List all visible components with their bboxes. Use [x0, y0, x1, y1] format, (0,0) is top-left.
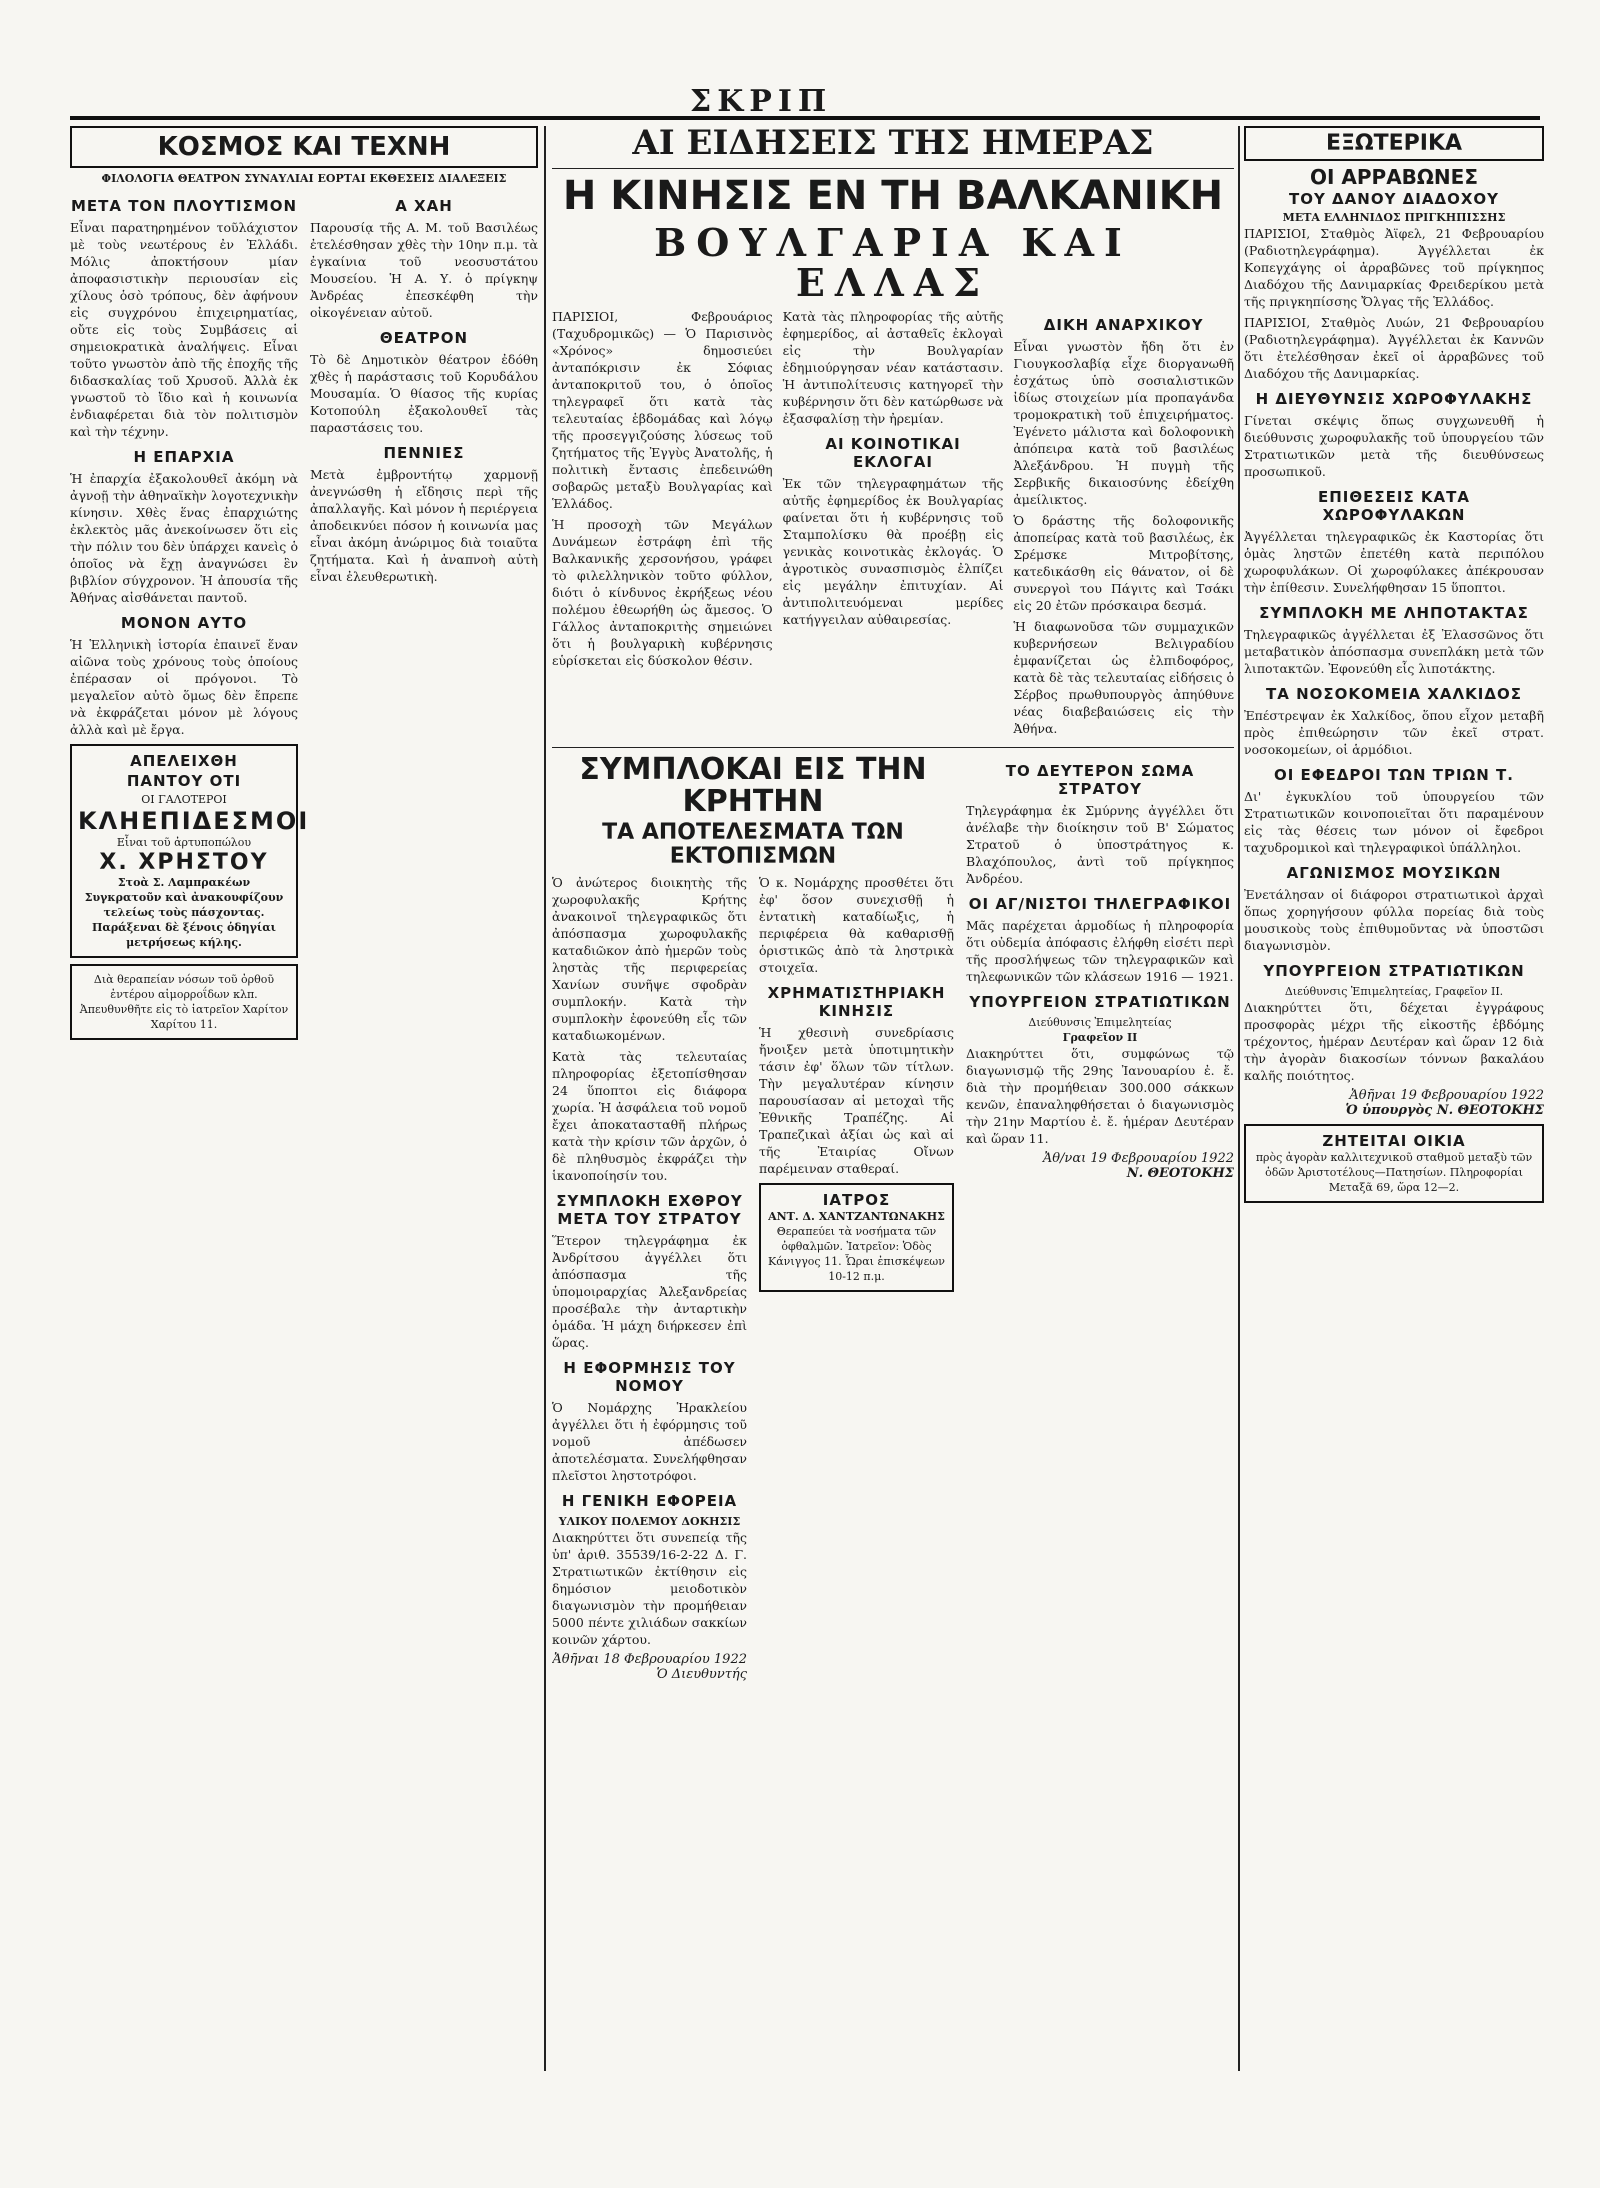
- subcolumn-1: [552, 308, 773, 741]
- right-subcolumn: [310, 189, 538, 1040]
- three-column-area: [552, 308, 1234, 741]
- article-text: Ὁ Νομάρχης Ἡρακλείου ἀγγέλλει ὅτι ἡ ἐφόρμησις τοῦ νομοῦ ἀπέδωσεν ἀποτελέσματα. Συνελήφθησαν πλεῖστοι ληστοτρόφοι.: [552, 1399, 747, 1483]
- article-text: Τηλεγράφημα ἐκ Σμύρνης ἀγγέλλει ὅτι ἀνέλαβε τὴν διοίκησιν τοῦ Β' Σώματος Στρατοῦ ὁ ὑποστράτηγος κ. Βλαχόπουλος, ἀντὶ τοῦ πρίγκηπος Ἀνδρέου.: [966, 803, 1234, 887]
- column-rule: [1238, 126, 1240, 2071]
- crete-article: [552, 754, 954, 1681]
- notice-title: ΥΠΟΥΡΓΕΙΟΝ ΣΤΡΑΤΙΩΤΙΚΩΝ: [1263, 962, 1525, 981]
- article-text: Τηλεγραφικῶς ἀγγέλλεται ἐξ Ἐλασσῶνος ὅτι μεταβατικὸν ἀπόσπασμα συνεπλάκη μετὰ τῶν λιποτακτῶν. Ἐφονεύθη εἷς λιποτάκτης.: [1244, 627, 1544, 677]
- article-headline: ΟΙ ΑΡΡΑΒΩΝΕΣ: [1310, 165, 1478, 190]
- newspaper-name: ΣΚΡΙΠ: [690, 84, 833, 119]
- ad-subline: Εἶναι τοῦ ἀρτυποπώλου: [116, 836, 252, 849]
- column-foreign-news: [1244, 126, 1544, 1203]
- article-text: Κατὰ τὰς πληροφορίας τῆς αὐτῆς ἐφημερίδος, αἱ ἀσταθεῖς ἐκλογαὶ εἰς τὴν Βουλγαρίαν ἐδημιούργησαν νέαν κατάστασιν. Ἡ ἀντιπολίτευσις κατηγορεῖ τὴν κυβέρνησιν ὅτι δὲν κατώρθωσε νὰ ἐξασφαλίσῃ τὴν ἠρεμίαν.: [782, 309, 1004, 427]
- two-column-area: [70, 189, 538, 1040]
- section-title-box: ΚΟΣΜΟΣ ΚΑΙ ΤΕΧΝΗ: [70, 126, 538, 168]
- ad-text: Διὰ θεραπείαν νόσων τοῦ ὀρθοῦ ἐντέρου αἱμορροΐδων κλπ. Ἀπευθυνθῆτε εἰς τὸ ἰατρεῖον Χαρίτον Χαρίτου 11.: [79, 973, 289, 1031]
- article-title: ΑΓΩΝΙΣΜΟΣ ΜΟΥΣΙΚΩΝ: [1286, 864, 1502, 883]
- section-title: ΑΙ ΕΙΔΗΣΕΙΣ ΤΗΣ ΗΜΕΡΑΣ: [632, 126, 1154, 163]
- ad-product: ΚΛΗΕΠΙΔΕΣΜΟΙ: [78, 807, 310, 835]
- subcolumn-3: [1013, 308, 1234, 741]
- article-title: ΤΑ ΝΟΣΟΚΟΜΕΙΑ ΧΑΛΚΙΔΟΣ: [1266, 685, 1522, 704]
- main-headline: Η ΚΙΝΗΣΙΣ ΕΝ ΤΗ ΒΑΛΚΑΝΙΚΗ: [562, 172, 1224, 219]
- subcolumn-2: [783, 308, 1004, 741]
- notice-subtitle: Διεύθυνσις Ἐπιμελητείας: [1028, 1016, 1172, 1030]
- ad-merchant: Χ. ΧΡΗΣΤΟΥ: [99, 850, 269, 875]
- article-text: Ἐνετάλησαν οἱ διάφοροι στρατιωτικοὶ ἀρχαὶ ὅπως χορηγήσουν φύλλα πορείας διὰ τοὺς μουσικοὺς τοὺς ἐπιθυμοῦντας νὰ ὑποστῶσι διαγωνισμὸν.: [1244, 887, 1544, 954]
- column-news-of-the-day: [552, 126, 1234, 1682]
- notice-subtitle: Διεύθυνσις Ἐπιμελητείας, Γραφεῖον ΙΙ.: [1284, 985, 1504, 999]
- article-text: Ὁ ἀνώτερος διοικητὴς τῆς χωροφυλακῆς Κρήτης ἀνακοινοῖ τηλεγραφικῶς ὅτι ἀπόσπασμα χωροφυλακῆς καταδιῶκον ἀπὸ ἡμερῶν τοὺς ληστὰς τῆς περιφερείας Χανίων συνῆψε σφοδρὰν συμπλοκήν. Κατὰ τὴν συμπλοκὴν ἐφονεύθη εἷς τῶν καταδιωκομένων.: [552, 874, 747, 1043]
- article-title: Η ΕΠΑΡΧΙΑ: [133, 448, 235, 466]
- notice-signature: Ν. ΘΕΟΤΟΚΗΣ: [1126, 1166, 1234, 1182]
- divider: [552, 747, 1234, 748]
- notice-title: ΥΠΟΥΡΓΕΙΟΝ ΣΤΡΑΤΙΩΤΙΚΩΝ: [969, 993, 1231, 1012]
- article-text: Ὁ δράστης τῆς δολοφονικῆς ἀποπείρας κατὰ τοῦ βασιλέως, ἐκ Σρέμσκε Μιτροβίτσης, κατεδικάσθη εἰς θάνατον, οἱ δὲ συνεργοὶ του Πάγιτς καὶ Τσάκι εἰς 20 ἐτῶν πρόσκαιρα δεσμά.: [1013, 513, 1234, 614]
- notice-date: Ἀθ/ναι 19 Φεβρουαρίου 1922: [1042, 1151, 1234, 1167]
- article-title: ΕΠΙΘΕΣΕΙΣ ΚΑΤΑ ΧΩΡΟΦΥΛΑΚΩΝ: [1318, 488, 1470, 525]
- notice-text: Διακηρύττει ὅτι, συμφώνως τῷ διαγωνισμῷ τῆς 29ης Ἰανουαρίου ἐ. ἔ. διὰ τὴν προμήθειαν 300.000 σάκκων κενῶν, ἐπαναληφθήσεται ὁ διαγωνισμὸς τὴν 21ην Μαρτίου ἐ. ἔ. ἡμέραν Δευτέραν καὶ ὥραν 11.: [966, 1046, 1234, 1147]
- ad-heading: ΑΠΕΛΕΙΧΘΗ: [130, 752, 238, 770]
- ad-line: ΠΑΝΤΟΥ ΟΤΙ: [126, 772, 242, 790]
- article-text: Ἡ Ἑλληνικὴ ἱστορία ἐπαινεῖ ἕναν αἰῶνα τοὺς χρόνους τοὺς ὁποίους ἐπέρασαν οἱ πρόγονοι. Τὸ μεγαλεῖον αὐτὸ ὅμως δὲν ἔπρεπε νὰ ἐκφράζεται μόνον μὲ λόγους ἀλλὰ καὶ μὲ ἔργα.: [70, 637, 298, 737]
- advertisement-doctor: [759, 1183, 954, 1292]
- ad-heading: ΖΗΤΕΙΤΑΙ ΟΙΚΙΑ: [1322, 1132, 1466, 1151]
- divider: [552, 168, 1234, 169]
- section-title-box: ΕΞΩΤΕΡΙΚΑ: [1244, 126, 1544, 161]
- article-title: Α ΧΑΗ: [395, 197, 453, 215]
- article-title: ΧΡΗΜΑΤΙΣΤΗΡΙΑΚΗ ΚΙΝΗΣΙΣ: [767, 983, 946, 1020]
- article-text: ΠΑΡΙΣΙΟΙ, Σταθμὸς Λυών, 21 Φεβρουαρίου (Ραδιοτηλεγράφημα). Ἀγγέλλεται ἐκ Καννῶν ὅτι ἐτελέσθησαν ἐκεῖ οἱ ἀρραβῶνες τοῦ Διαδόχου τῆς Δανιμαρκίας.: [1244, 315, 1544, 382]
- notice-signature: Ὁ ὑπουργὸς Ν. ΘΕΟΤΟΚΗΣ: [1345, 1103, 1544, 1119]
- article-text: Δι' ἐγκυκλίου τοῦ ὑπουργείου τῶν Στρατιωτικῶν κοινοποιεῖται ὅτι παραμένουν εἰς τὰς θέσεις των μόνον οἱ ἔφεδροι ταχυδρομικοὶ καὶ τηλεγραφικοὶ ὑπάλληλοι.: [1244, 789, 1544, 856]
- article-text: ΠΑΡΙΣΙΟΙ, Σταθμὸς Ἀϊφελ, 21 Φεβρουαρίου (Ραδιοτηλεγράφημα). Ἀγγέλλεται ἐκ Κοπεγχάγης οἱ ἀρραβῶνες τοῦ πρίγκηπος Διαδόχου τῆς Δανιμαρκίας Φρειδερίκου μετὰ τῆς πριγκηπίσσης Ὄλγας τῆς Ἑλλάδος.: [1244, 226, 1544, 310]
- article-title: ΟΙ ΑΓ/ΝΙΣΤΟΙ ΤΗΛΕΓΡΑΦΙΚΟΙ: [968, 895, 1232, 914]
- article-text: Ἡ διαφωνοῦσα τῶν συμμαχικῶν κυβερνήσεων Βελιγραδίου ἐμφανίζεται ὡς ἐλπιδοφόρος, κατὰ δὲ τὰς τελευταίας εἰδήσεις ὁ Σέρβος πρωθυπουργὸς ἀπηύθυνε νέας διαβεβαιώσεις εἰς τὴν Ἀθήνα.: [1013, 619, 1234, 737]
- article-text: Ἡ ἐπαρχία ἐξακολουθεῖ ἀκόμη νὰ ἀγνοῇ τὴν ἀθηναϊκὴν λογοτεχνικὴν κίνησιν. Χθὲς ἕνας ἐπαρχιώτης ἐκλεκτὸς μᾶς ἀνεκοίνωσεν ὅτι εἰς τὴν πόλιν του δὲν ὑπάρχει κανεὶς ὁ ὁποῖος νὰ ἔχῃ ἀναγνώσει ἓν βιβλίον σύγχρονον. Ἡ ἀπουσία τῆς Ἀθήνας αἰσθάνεται παντοῦ.: [70, 471, 298, 605]
- advertisement-hernia: [70, 744, 310, 958]
- article-title: Η ΕΦΟΡΜΗΣΙΣ ΤΟΥ ΝΟΜΟΥ: [563, 1358, 736, 1395]
- article-title: ΣΥΜΠΛΟΚΗ ΜΕ ΛΗΠΟΤΑΚΤΑΣ: [1259, 604, 1529, 623]
- article-text: Εἶναι γνωστὸν ἤδη ὅτι ἐν Γιουγκοσλαβίᾳ εἶχε διοργανωθῆ ἐσχάτως ὑπὸ σοσιαλιστικῶν ἰδίως στοιχείων μία προπαγάνδα τρομοκρατικὴ τοῦ ἐπιχειρήματος. Ἐγένετο μάλιστα καὶ δολοφονικὴ ἀπόπειρα κατὰ τοῦ βασιλέως Ἀλεξάνδρου. Ἡ πυγμὴ τῆς Σερβικῆς δικαιοσύνης ἐδείχθη ἀμείλικτος.: [1013, 339, 1234, 508]
- article-title: ΤΟ ΔΕΥΤΕΡΟΝ ΣΩΜΑ ΣΤΡΑΤΟΥ: [1005, 762, 1195, 799]
- article-title: ΑΙ ΚΟΙΝΟΤΙΚΑΙ ΕΚΛΟΓΑΙ: [825, 435, 961, 472]
- column-rule: [544, 126, 546, 2071]
- article-title: Η ΔΙΕΥΘΥΝΣΙΣ ΧΩΡΟΦΥΛΑΚΗΣ: [1255, 390, 1533, 409]
- article-subheadline: ΤΟΥ ΔΑΝΟΥ ΔΙΑΔΟΧΟΥ: [1288, 190, 1499, 209]
- section-subtitle: ΦΙΛΟΛΟΓΙΑ ΘΕΑΤΡΟΝ ΣΥΝΑΥΛΙΑΙ ΕΟΡΤΑΙ ΕΚΘΕΣΕΙΣ ΔΙΑΛΕΞΕΙΣ: [101, 172, 507, 185]
- notice-subtitle: Γραφεῖον II: [1062, 1031, 1138, 1045]
- left-subcolumn: [70, 189, 310, 1040]
- crete-left: [552, 874, 747, 1682]
- article-subheadline: ΤΑ ΑΠΟΤΕΛΕΣΜΑΤΑ ΤΩΝ ΕΚΤΟΠΙΣΜΩΝ: [602, 820, 904, 869]
- ad-address: Στοὰ Σ. Λαμπρακέων: [117, 876, 251, 889]
- notice-date: Ἀθῆναι 18 Φεβρουαρίου 1922: [552, 1651, 747, 1667]
- article-headline: ΣΥΜΠΛΟΚΑΙ ΕΙΣ ΤΗΝ ΚΡΗΤΗΝ: [579, 752, 927, 819]
- notice-signature: Ὁ Διευθυντής: [656, 1666, 747, 1682]
- crete-columns: [552, 874, 954, 1682]
- right-notices: [966, 754, 1234, 1681]
- advertisement-clinic: [70, 964, 298, 1040]
- notice-text: Διακηρύττει ὅτι, δέχεται ἐγγράφους προσφορὰς μέχρι τῆς εἰκοστῆς ἑβδόμης τρέχοντος, ἡμέραν Δευτέραν καὶ ὥραν 12 διὰ τὴν ἀγορὰν διακοσίων τόννων βακαλάου καλῆς ποιότητος.: [1244, 1000, 1544, 1084]
- article-text: Ὁ κ. Νομάρχης προσθέτει ὅτι ἐφ' ὅσον συνεχισθῇ ἡ ἐντατικὴ καταδίωξις, ἡ περιφέρεια θὰ καθαρισθῇ ὁριστικῶς ἀπὸ τὰ ληστρικὰ στοιχεῖα.: [759, 874, 954, 975]
- article-text: Ἡ χθεσινὴ συνεδρίασις ἤνοιξεν μετὰ ὑποτιμητικὴν τάσιν ἐφ' ὅλων τῶν τίτλων. Τὴν μεγαλυτέραν κίνησιν παρουσίασαν αἱ μετοχαὶ τῆς Ἐθνικῆς Τραπέζης. Αἱ Τραπεζικαὶ ἀξίαι ὡς καὶ αἱ τῆς Ἐταιρίας Οἴνων παρέμειναν σταθεραί.: [759, 1024, 954, 1176]
- ad-name: ΑΝΤ. Δ. ΧΑΝΤΖΑΝΤΩΝΑΚΗΣ: [768, 1209, 945, 1223]
- article-text: Διακηρύττει ὅτι συνεπείᾳ τῆς ὑπ' ἀριθ. 35539/16-2-22 Δ. Γ. Στρατιωτικῶν ἐκτίθησιν εἰς δημόσιον μειοδοτικὸν διαγωνισμὸν τὴν προμήθειαν 5000 πέντε χιλιάδων σακκίων κοινῶν χάρτου.: [552, 1529, 747, 1647]
- article-text: Εἶναι παρατηρημένον τοῦλάχιστον μὲ τοὺς νεωτέρους ἐν Ἑλλάδι. Μόλις ἀποκτήσουν μίαν ἀποφασιστικὴν περιουσίαν εἰς χίλους ὁσὸ τρόπους, δὲν ἀφήνουν εἰς συγχρόνου ἐπιχειρηματίας, οὔτε εἰς τοὺς Συμβάσεις αἱ σημειοκρατικὰ ἀναλήψεις. Εἶναι τοῦτο γνωστὸν ἀπὸ τῆς ἐποχῆς τῆς διδασκαλίας τοῦ Χρυσοῦ. Ἀλλὰ ἐκ γνωστοῦ τὸ ἴδιο καὶ ἡ κοινωνία ἐνδιαφέρεται διὰ τὸν πολιτισμὸν καὶ τὴν τέχνην.: [70, 220, 298, 439]
- article-text: Μετὰ ἐμβροντήτῳ χαρμονῇ ἀνεγνώσθη ἡ εἴδησις περὶ τῆς ἀπαλλαγῆς. Καὶ μόνον ἡ περιέργεια ἀποδεικνύει πόσον ἡ κοινωνία μας εἶναι ἀκόμη ἀνώριμος διὰ τοιαῦτα ζητήματα. Καὶ ἡ ἀναπνοὴ αὐτὴ εἶναι ἐλευθερωτικὴ.: [310, 467, 538, 584]
- lower-area: [552, 754, 1234, 1681]
- article-text: Κατὰ τὰς τελευταίας πληροφορίας ἐξετοπίσθησαν 24 ὕποπτοι εἰς διάφορα χωρία. Ἡ ἀσφάλεια τοῦ νομοῦ ἔχει ἀποκατασταθῆ πλήρως κατὰ τὴν κρίσιν τῶν ἀρχῶν, ὁ δὲ πληθυσμὸς ἐκφράζει τὴν ἱκανοποίησίν του.: [552, 1048, 747, 1183]
- article-title: ΠΕΝΝΙΕΣ: [383, 444, 465, 462]
- article-text: Ἡ προσοχὴ τῶν Μεγάλων Δυνάμεων ἐστράφη ἐπὶ τῆς Βαλκανικῆς χερσονήσου, γράφει τὸ φιλελληνικὸν τοῦτο φύλλον, διότι ὁ κίνδυνος ἐκρήξεως νέου πολέμου ἐθεωρήθη ὡς ἄμεσος. Ὁ Γάλλος ἀνταποκριτὴς σημειώνει ὅτι ἡ βουλγαρικὴ κυβέρνησις εὑρίσκεται εἰς δύσκολον θέσιν.: [552, 517, 773, 669]
- ad-text: Συγκρατοῦν καὶ ἀνακουφίζουν τελείως τοὺς πάσχοντας. Παράξεναι δὲ ξένοις ὁδηγίαι μετρήσεως κήλης.: [84, 891, 284, 949]
- article-title: ΣΥΜΠΛΟΚΗ ΕΧΘΡΟΥ ΜΕΤΑ ΤΟΥ ΣΤΡΑΤΟΥ: [556, 1191, 743, 1228]
- article-text: Ἀγγέλλεται τηλεγραφικῶς ἐκ Καστορίας ὅτι ὁμὰς ληστῶν ἐπετέθη κατὰ περιπόλου χωροφυλάκων. Οἱ χωροφύλακες ἀπέκρουσαν τὴν ἐπίθεσιν. Συνελήφθησαν 15 ὕποπτοι.: [1244, 529, 1544, 596]
- masthead: [70, 84, 1540, 120]
- article-text: Ἕτερον τηλεγράφημα ἐκ Ἀνδρίτσου ἀγγέλλει ὅτι ἀπόσπασμα τῆς ὑπομοιραρχίας Ἀλεξανδρείας προσέβαλε τὴν ἀνταρτικὴν ὁμάδα. Ἡ μάχη διήρκεσεν ἐπὶ ὥρας.: [552, 1232, 747, 1350]
- main-subheadline: ΒΟΥΛΓΑΡΙΑ ΚΑΙ ΕΛΛΑΣ: [654, 219, 1132, 305]
- advertisement-house: [1244, 1124, 1544, 1203]
- article-text: ΠΑΡΙΣΙΟΙ, Φεβρουάριος (Ταχυδρομικῶς) — Ὁ Παρισινὸς «Χρόνος» δημοσιεύει ἀνταπόκρισιν ἐκ Σόφιας ἀνταποκριτοῦ του, ὁ ὁποῖος τηλεγραφεῖ ὅτι κατὰ τὰς τελευταίας ἑβδομάδας καὶ λόγῳ τῆς προσεγγιζούσης λύσεως τοῦ ζητήματος τῆς Ἐγγὺς Ἀνατολῆς, ἡ πολιτικὴ ἔντασις ἐπεδεινώθη σοβαρῶς μεταξὺ Βουλγαρίας καὶ Ἑλλάδος.: [552, 309, 773, 512]
- ad-text: Θεραπεύει τὰ νοσήματα τῶν ὀφθαλμῶν. Ἰατρεῖον: Ὁδὸς Κάνιγγος 11. Ὧραι ἐπισκέψεων 10-12 π.μ.: [768, 1224, 945, 1283]
- crete-right: [759, 874, 954, 1682]
- article-title: ΟΙ ΕΦΕΔΡΟΙ ΤΩΝ ΤΡΙΩΝ Τ.: [1274, 766, 1514, 785]
- article-title: ΔΙΚΗ ΑΝΑΡΧΙΚΟΥ: [1043, 316, 1204, 335]
- notice-date: Ἀθῆναι 19 Φεβρουαρίου 1922: [1349, 1088, 1544, 1104]
- article-text: Ἐκ τῶν τηλεγραφημάτων τῆς αὐτῆς ἐφημερίδος ἐκ Βουλγαρίας φαίνεται ὅτι ἡ κυβέρνησις τοῦ Σταμπολίσκυ θὰ προέβῃ εἰς γενικὰς κοινοτικὰς ἐκλογάς. Ὁ ἀγροτικὸς συνασπισμὸς ἐλπίζει εἰς μεγάλην ἐπιτυχίαν. Αἱ ἀντιπολιτευόμεναι μερίδες κατήγγειλαν αὐθαιρεσίας.: [782, 476, 1004, 628]
- article-subtitle: ΥΛΙΚΟΥ ΠΟΛΕΜΟΥ ΔΟΚΗΣΙΣ: [558, 1514, 741, 1528]
- ad-text: πρὸς ἀγορὰν καλλιτεχνικοῦ σταθμοῦ μεταξὺ τῶν ὁδῶν Ἀριστοτέλους—Πατησίων. Πληροφορίαι Μεταξᾶ 69, ὥρα 12—2.: [1255, 1151, 1533, 1195]
- article-subheadline: ΜΕΤΑ ΕΛΛΗΝΙΔΟΣ ΠΡΙΓΚΗΠΙΣΣΗΣ: [1282, 211, 1506, 225]
- article-title: ΘΕΑΤΡΟΝ: [379, 329, 469, 347]
- column-world-and-art: [70, 126, 538, 1040]
- article-title: ΜΟΝΟΝ ΑΥΤΟ: [120, 614, 248, 632]
- ad-line: ΟΙ ΓΑΛΟΤΕΡΟΙ: [141, 793, 227, 806]
- article-title: ΜΕΤΑ ΤΟΝ ΠΛΟΥΤΙΣΜΟΝ: [70, 197, 298, 215]
- article-title: Η ΓΕΝΙΚΗ ΕΦΟΡΕΙΑ: [561, 1491, 738, 1510]
- article-text: Γίνεται σκέψις ὅπως συγχωνευθῆ ἡ διεύθυνσις χωροφυλακῆς τοῦ ὑπουργείου τῶν Στρατιωτικῶν μετὰ τῆς διευθύνσεως προσωπικοῦ.: [1244, 413, 1544, 480]
- article-text: Παρουσίᾳ τῆς Α. Μ. τοῦ Βασιλέως ἐτελέσθησαν χθὲς τὴν 10ην π.μ. τὰ ἐγκαίνια τοῦ νεοσυστάτου Μουσείου. Ἡ Α. Υ. ὁ πρίγκηψ Ἀνδρέας ἐπεσκέφθη τὴν οἰκογένειαν αὐτοῦ.: [310, 220, 538, 320]
- ad-heading: ΙΑΤΡΟΣ: [822, 1190, 891, 1209]
- article-text: Τὸ δὲ Δημοτικὸν θέατρον ἐδόθη χθὲς ἡ παράστασις τοῦ Κορυδάλου Μουσαμία. Ὁ θίασος τῆς κυρίας Κοτοπούλη ἐξακολουθεῖ τὰς παραστάσεις του.: [310, 352, 538, 435]
- article-text: Ἐπέστρεψαν ἐκ Χαλκίδος, ὅπου εἶχον μεταβῆ πρὸς ἐπιθεώρησιν τῶν ἐκεῖ στρατ. νοσοκομείων, οἱ ἁρμόδιοι.: [1244, 708, 1544, 758]
- article-text: Μᾶς παρέχεται ἁρμοδίως ἡ πληροφορία ὅτι οὐδεμία ἀπόφασις ἐλήφθη εἰσέτι περὶ τῆς προσλήψεως τῶν τηλεγραφικῶν καὶ τηλεφωνικῶν τῶν κλάσεων 1916 — 1921.: [966, 918, 1234, 985]
